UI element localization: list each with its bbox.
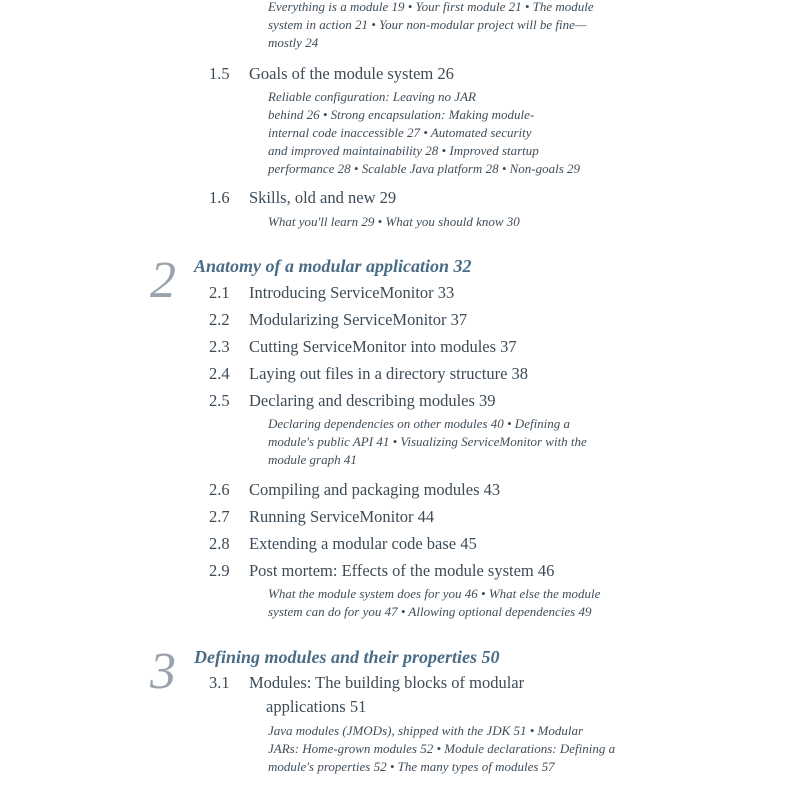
section-number: 2.9 xyxy=(209,561,230,580)
subsection-list xyxy=(268,415,587,469)
section-title: Introducing ServiceMonitor 33 xyxy=(249,283,455,302)
subsection-line: Reliable configuration: Leaving no JAR xyxy=(268,89,476,104)
subsection-list xyxy=(268,722,615,776)
section-title: Laying out files in a directory structure 38 xyxy=(249,364,529,383)
subsection-list xyxy=(268,585,600,621)
subsection-line: Java modules (JMODs), shipped with the JDK 51 • Modular xyxy=(268,723,584,738)
section-number: 2.6 xyxy=(209,480,230,499)
section-number: 2.3 xyxy=(209,337,230,356)
section-title: Post mortem: Effects of the module system 46 xyxy=(249,561,555,580)
subsection-line: Everything is a module 19 • Your first module 21 • The module xyxy=(268,0,594,14)
section-number: 2.1 xyxy=(209,283,230,302)
subsection-list xyxy=(268,88,580,178)
subsection-line: system in action 21 • Your non-modular project will be fine— xyxy=(268,17,587,32)
subsection-line: and improved maintainability 28 • Improved startup xyxy=(268,143,539,158)
section-title: Cutting ServiceMonitor into modules 37 xyxy=(249,337,517,356)
subsection-list xyxy=(268,0,594,52)
section-number: 2.8 xyxy=(209,534,230,553)
section-title: Extending a modular code base 45 xyxy=(249,534,477,553)
section-number: 1.6 xyxy=(209,188,230,207)
section-number: 3.1 xyxy=(209,673,230,692)
subsection-line: JARs: Home-grown modules 52 • Module declarations: Defining a xyxy=(268,741,616,756)
subsection-line: performance 28 • Scalable Java platform 28 • Non-goals 29 xyxy=(268,161,581,176)
chapter-title[interactable]: Anatomy of a modular application 32 xyxy=(194,256,472,276)
section-number: 1.5 xyxy=(209,64,230,83)
section-number: 2.7 xyxy=(209,507,230,526)
subsection-line: module graph 41 xyxy=(268,452,357,467)
section-title: Declaring and describing modules 39 xyxy=(249,391,496,410)
subsection-line: Declaring dependencies on other modules 40 • Defining a xyxy=(268,416,571,431)
subsection-line: module's properties 52 • The many types of modules 57 xyxy=(268,759,555,774)
section-number: 2.2 xyxy=(209,310,230,329)
subsection-line: internal code inaccessible 27 • Automated security xyxy=(268,125,532,140)
section-title-continued: applications 51 xyxy=(266,697,367,716)
section-number: 2.4 xyxy=(209,364,230,383)
subsection-line: behind 26 • Strong encapsulation: Making module- xyxy=(268,107,535,122)
section-title: Compiling and packaging modules 43 xyxy=(249,480,501,499)
subsection-line: What you'll learn 29 • What you should know 30 xyxy=(268,214,520,229)
section-number: 2.5 xyxy=(209,391,230,410)
section-title: Skills, old and new 29 xyxy=(249,188,397,207)
chapter-title[interactable]: Defining modules and their properties 50 xyxy=(194,647,500,667)
subsection-line: module's public API 41 • Visualizing ServiceMonitor with the xyxy=(268,434,587,449)
subsection-list xyxy=(268,213,520,231)
chapter-number: 2 xyxy=(150,252,176,309)
section-title: Running ServiceMonitor 44 xyxy=(249,507,435,526)
subsection-line: What the module system does for you 46 • What else the module xyxy=(268,586,601,601)
subsection-line: system can do for you 47 • Allowing optional dependencies 49 xyxy=(268,604,592,619)
section-title: Modules: The building blocks of modular xyxy=(249,673,525,692)
section-title: Goals of the module system 26 xyxy=(249,64,454,83)
chapter-number: 3 xyxy=(150,643,176,700)
subsection-line: mostly 24 xyxy=(268,35,319,50)
section-title: Modularizing ServiceMonitor 37 xyxy=(249,310,468,329)
